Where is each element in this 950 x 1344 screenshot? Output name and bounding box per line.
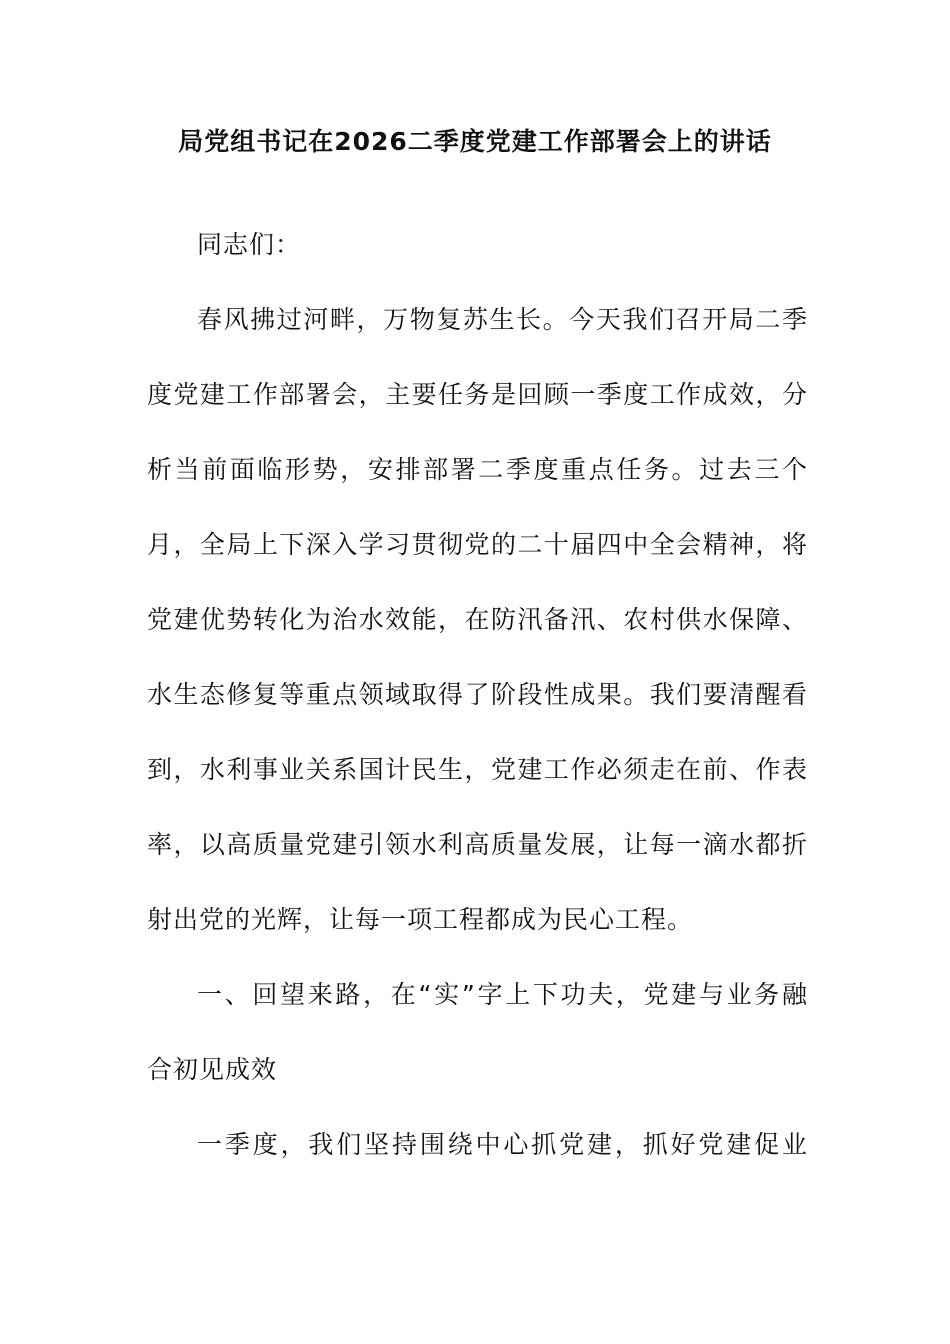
- paragraph-line: 射出党的光辉，让每一项工程都成为民心工程。: [147, 905, 694, 934]
- paragraph-line: 党建优势转化为治水效能，在防汛备汛、农村供水保障、: [147, 605, 807, 634]
- greeting: 同志们：: [197, 230, 302, 259]
- paragraph-line: 水生态修复等重点领域取得了阶段性成果。我们要清醒看: [147, 680, 807, 709]
- paragraph-line: 到，水利事业关系国计民生，党建工作必须走在前、作表: [147, 755, 807, 784]
- paragraph-line: 春风拂过河畔，万物复苏生长。今天我们召开局二季: [197, 305, 807, 334]
- section-heading-line: 合初见成效: [147, 1055, 278, 1084]
- paragraph-line: 率，以高质量党建引领水利高质量发展，让每一滴水都折: [147, 830, 807, 859]
- document-title: 局党组书记在2026二季度党建工作部署会上的讲话: [178, 127, 772, 156]
- paragraph-line: 月，全局上下深入学习贯彻党的二十届四中全会精神，将: [147, 530, 807, 559]
- paragraph-line: 一季度，我们坚持围绕中心抓党建，抓好党建促业: [197, 1130, 807, 1159]
- paragraph-line: 度党建工作部署会，主要任务是回顾一季度工作成效，分: [147, 380, 807, 409]
- paragraph-line: 析当前面临形势，安排部署二季度重点任务。过去三个: [147, 455, 807, 484]
- section-heading-line: 一、回望来路，在“实”字上下功夫，党建与业务融: [197, 980, 807, 1009]
